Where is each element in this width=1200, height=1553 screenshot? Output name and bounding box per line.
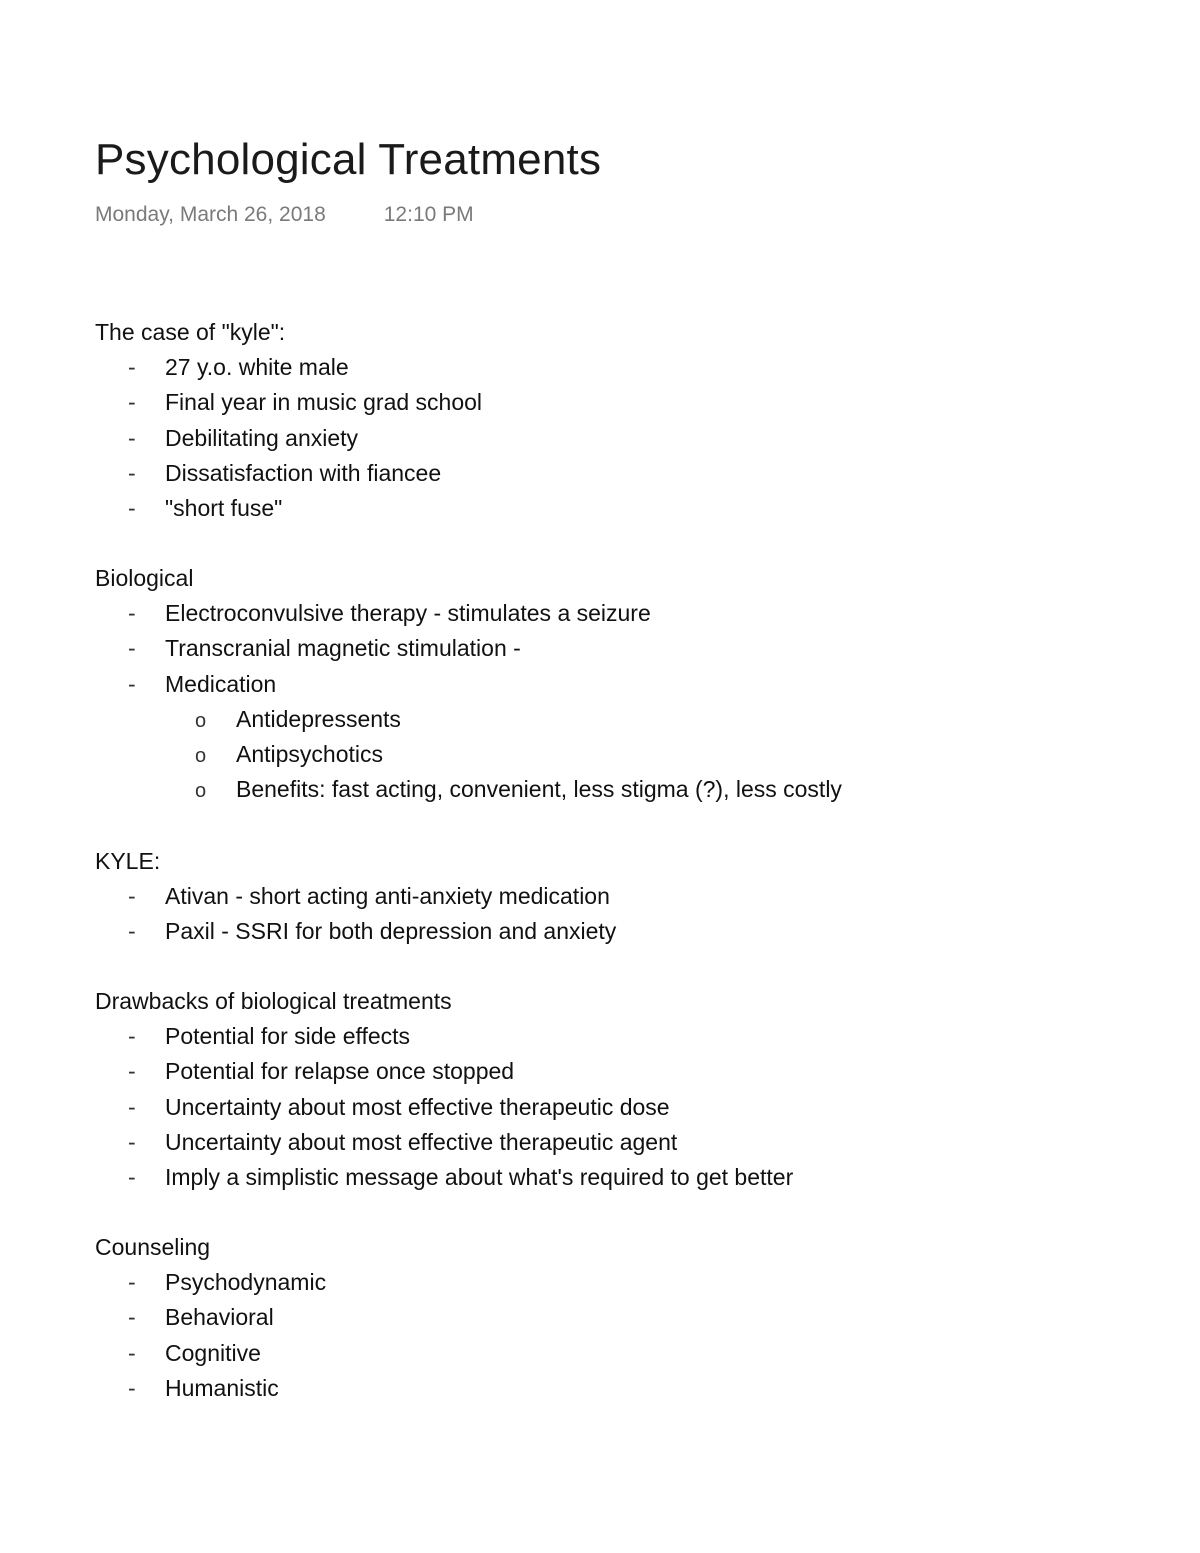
dash-bullet-icon: - <box>128 1023 136 1049</box>
circle-bullet-icon: o <box>195 709 207 732</box>
note-timestamp <box>95 200 474 230</box>
list-item-text: Antipsychotics <box>236 741 384 768</box>
list-item <box>95 1300 274 1335</box>
list-item <box>95 1054 515 1089</box>
list-item-text: Ativan - short acting anti-anxiety medication <box>165 883 610 909</box>
list-item-text: Uncertainty about most effective therapeutic dose <box>165 1093 670 1120</box>
dash-bullet-icon: - <box>128 883 136 909</box>
list-item-text: Behavioral <box>165 1304 274 1331</box>
list-item-text: Medication <box>165 670 277 697</box>
list-item <box>95 1265 327 1300</box>
section-drawbacks <box>95 984 794 1195</box>
dash-bullet-icon: - <box>128 1339 136 1366</box>
list-item <box>95 385 483 420</box>
dash-bullet-icon: - <box>128 918 136 945</box>
dash-bullet-icon: - <box>128 495 136 522</box>
page-title: Psychological Treatments <box>95 135 602 184</box>
sub-list-item <box>95 737 384 772</box>
list-item-text: Imply a simplistic message about what's required to get better <box>165 1164 794 1191</box>
circle-bullet-icon: o <box>195 745 207 768</box>
section-heading: Biological <box>95 565 194 591</box>
section-heading: Counseling <box>95 1234 211 1260</box>
list-item <box>95 491 285 526</box>
dash-bullet-icon: - <box>128 1269 136 1295</box>
dash-bullet-icon: - <box>128 459 136 486</box>
section-heading: The case of "kyle": <box>95 319 286 345</box>
dash-bullet-icon: - <box>128 635 136 662</box>
section-counseling <box>95 1230 327 1406</box>
dash-bullet-icon: - <box>128 389 136 416</box>
list-item <box>95 1090 670 1125</box>
section-heading: KYLE: <box>95 848 161 874</box>
note-time: 12:10 PM <box>383 203 474 226</box>
list-item-text: Electroconvulsive therapy - stimulates a seizure <box>165 600 651 626</box>
list-item-text: Dissatisfaction with fiancee <box>165 459 442 486</box>
list-item <box>95 456 442 491</box>
dash-bullet-icon: - <box>128 600 136 626</box>
sub-list-item <box>95 702 401 737</box>
dash-bullet-icon: - <box>128 1374 136 1401</box>
dash-bullet-icon: - <box>128 1058 136 1085</box>
dash-bullet-icon: - <box>128 1093 136 1120</box>
list-item-text: Paxil - SSRI for both depression and anxiety <box>165 918 617 945</box>
list-item-text: Potential for side effects <box>165 1023 411 1049</box>
list-item <box>95 1160 794 1195</box>
list-item-text: Debilitating anxiety <box>165 424 359 451</box>
list-item <box>95 667 277 702</box>
sub-list-item <box>95 772 842 807</box>
section-heading: Drawbacks of biological treatments <box>95 988 452 1014</box>
list-item <box>95 1125 678 1160</box>
list-item-text: Transcranial magnetic stimulation - <box>165 635 521 662</box>
dash-bullet-icon: - <box>128 670 136 697</box>
dash-bullet-icon: - <box>128 1164 136 1191</box>
list-item-text: 27 y.o. white male <box>165 354 349 380</box>
list-item-text: Antidepressents <box>236 705 401 732</box>
list-item <box>95 596 651 631</box>
dash-bullet-icon: - <box>128 1128 136 1155</box>
list-item-text: Cognitive <box>165 1339 261 1366</box>
list-item-text: Potential for relapse once stopped <box>165 1058 515 1085</box>
list-item <box>95 421 359 456</box>
list-item-text: Final year in music grad school <box>165 389 483 416</box>
dash-bullet-icon: - <box>128 424 136 451</box>
list-item-text: Uncertainty about most effective therapeutic agent <box>165 1128 678 1155</box>
section-biological <box>95 561 842 808</box>
list-item <box>95 1371 279 1406</box>
list-item <box>95 1336 261 1371</box>
note-date: Monday, March 26, 2018 <box>95 203 326 226</box>
list-item-text: Benefits: fast acting, convenient, less stigma (?), less costly <box>236 776 842 803</box>
dash-bullet-icon: - <box>128 354 136 380</box>
section-case-of-kyle <box>95 315 483 526</box>
circle-bullet-icon: o <box>195 780 207 803</box>
list-item-text: "short fuse" <box>165 495 283 522</box>
list-item-text: Humanistic <box>165 1374 279 1401</box>
dash-bullet-icon: - <box>128 1304 136 1331</box>
list-item <box>95 879 610 914</box>
list-item <box>95 631 521 666</box>
list-item <box>95 1019 452 1054</box>
list-item <box>95 914 617 949</box>
section-kyle <box>95 844 617 950</box>
list-item <box>95 350 349 385</box>
list-item-text: Psychodynamic <box>165 1269 327 1295</box>
